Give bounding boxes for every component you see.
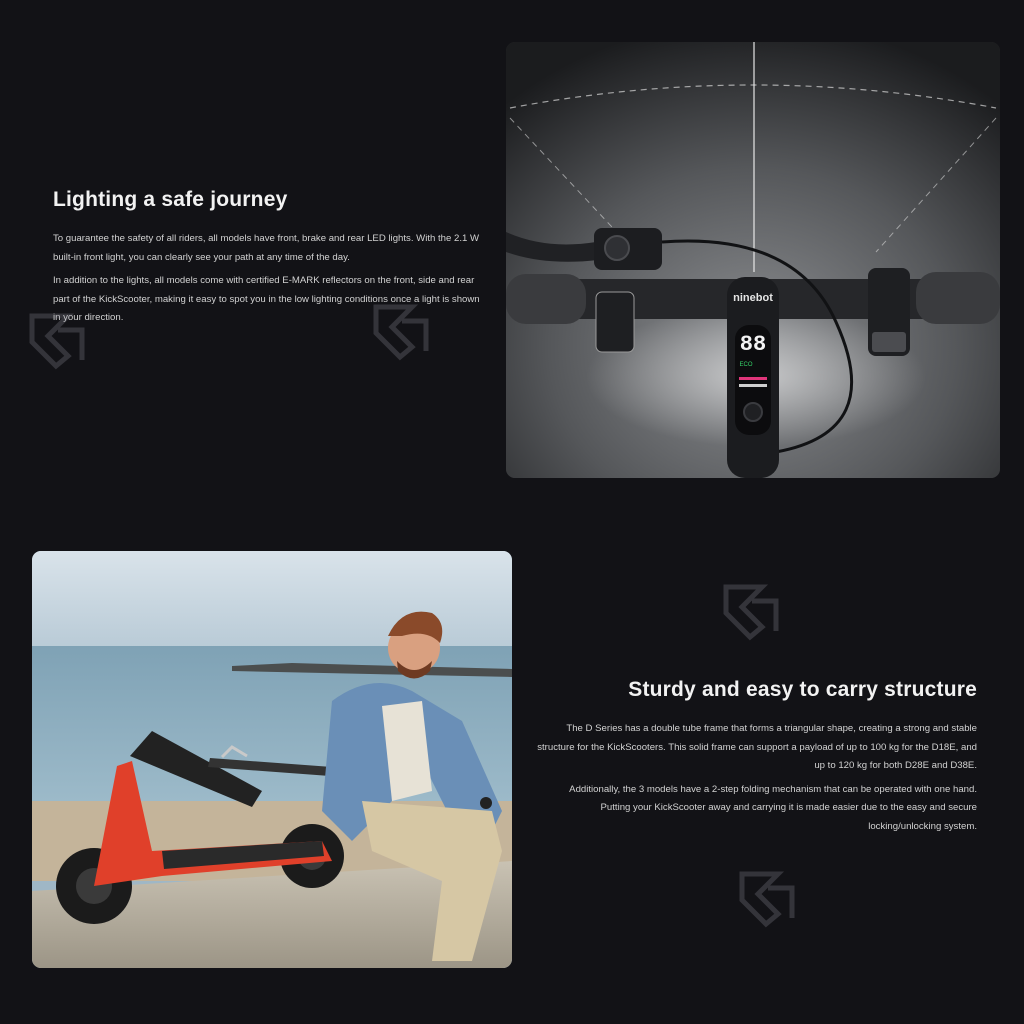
handlebar-photo xyxy=(506,42,1000,478)
structure-heading: Sturdy and easy to carry structure xyxy=(628,678,977,701)
lighting-paragraph-2: In addition to the lights, all models come with certified E-MARK reflectors on the front, side and rear part of the KickScooter, making it easy to spot you in the low lighting conditions once a light is shown in your direction. xyxy=(53,275,480,323)
structure-section xyxy=(537,678,977,841)
structure-paragraph-1: The D Series has a double tube frame that forms a triangular shape, creating a strong and stable structure for the KickScooters. This solid frame can support a payload of up to 100 kg for the D18E, and up to 120 kg for both D28E and D38E. xyxy=(537,723,977,771)
brand-logo: ninebot xyxy=(733,292,773,304)
beach-illustration xyxy=(32,551,512,968)
beach-photo xyxy=(32,551,512,968)
display-speed: 88 xyxy=(739,332,767,357)
handlebar-illustration xyxy=(506,42,1000,478)
structure-paragraph-2: Additionally, the 3 models have a 2-step folding mechanism that can be operated with one hand. Putting your KickScooter away and carrying it is made easier due to the easy and secure locking/unlocking system. xyxy=(569,783,977,832)
watermark-logo-icon xyxy=(738,870,796,928)
lighting-section xyxy=(53,188,483,333)
watermark-logo-icon xyxy=(722,583,780,641)
power-button-icon xyxy=(744,403,762,421)
lighting-heading: Lighting a safe journey xyxy=(53,188,288,211)
display-mode: ECO xyxy=(739,362,753,368)
lighting-paragraph-1: To guarantee the safety of all riders, all models have front, brake and rear LED lights. With the 2.1 W built-in front light, you can clearly see your path at any time of the day. xyxy=(53,233,480,263)
